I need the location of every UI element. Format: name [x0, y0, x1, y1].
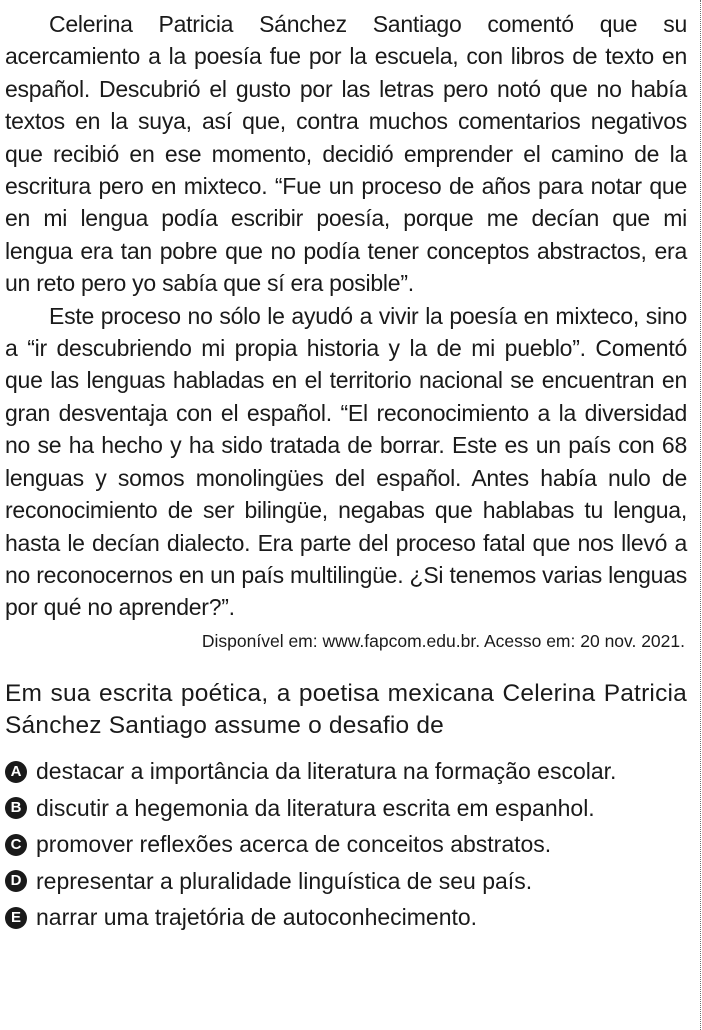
question-stem: Em sua escrita poética, a poetisa mexicana Celerina Patricia Sánchez Santiago assume o desafio de	[5, 679, 687, 739]
option-d[interactable]	[5, 863, 687, 900]
answer-options	[5, 754, 687, 937]
passage-paragraph-2: Este proceso no sólo le ayudó a vivir la poesía en mixteco, sino a “ir descubriendo mi propia historia y la de mi pueblo”. Comentó que las lenguas habladas en el territorio nacional se encuentran en gran desventaja con el español. “El reconocimiento a la diversidad no se ha hecho y ha sido tratada de borrar. Este es un país con 68 lenguas y somos monolingües del español. Antes había nulo de reconocimiento de ser bilingüe, negabas que hablabas tu lengua, hasta le decían dialecto. Era parte del proceso fatal que nos llevó a no reconocernos en un país multilingüe. ¿Si tenemos varias lenguas por qué no aprender?”.	[5, 302, 687, 621]
option-e[interactable]	[5, 900, 687, 937]
page-edge-dotted-rule	[700, 0, 701, 1030]
option-letter-badge: E	[5, 907, 27, 929]
option-letter-badge: A	[5, 761, 27, 783]
option-a[interactable]	[5, 754, 687, 791]
option-c[interactable]	[5, 827, 687, 864]
option-text: destacar a importância da literatura na formação escolar.	[36, 758, 617, 785]
option-letter-badge: B	[5, 797, 27, 819]
option-letter-badge: D	[5, 870, 27, 892]
option-b[interactable]	[5, 790, 687, 827]
option-text: narrar uma trajetória de autoconhecimento.	[36, 904, 478, 931]
option-text: representar a pluralidade linguística de seu país.	[36, 867, 533, 894]
option-text: discutir a hegemonia da literatura escrita em espanhol.	[36, 794, 595, 821]
passage-paragraph-1: Celerina Patricia Sánchez Santiago comentó que su acercamiento a la poesía fue por la escuela, con libros de texto en español. Descubrió el gusto por las letras pero notó que no había textos en la suya, así que, contra muchos comentarios negativos que recibió en ese momento, decidió emprender el camino de la escritura pero en mixteco. “Fue un proceso de años para notar que en mi lengua podía escribir poesía, porque me decían que mi lengua era tan pobre que no podía tener conceptos abstractos, era un reto pero yo sabía que sí era posible”.	[5, 11, 687, 297]
reading-passage	[5, 8, 687, 936]
option-letter-badge: C	[5, 834, 27, 856]
option-text: promover reflexões acerca de conceitos abstratos.	[36, 831, 552, 858]
source-citation: Disponível em: www.fapcom.edu.br. Acesso em: 20 nov. 2021.	[201, 630, 685, 651]
